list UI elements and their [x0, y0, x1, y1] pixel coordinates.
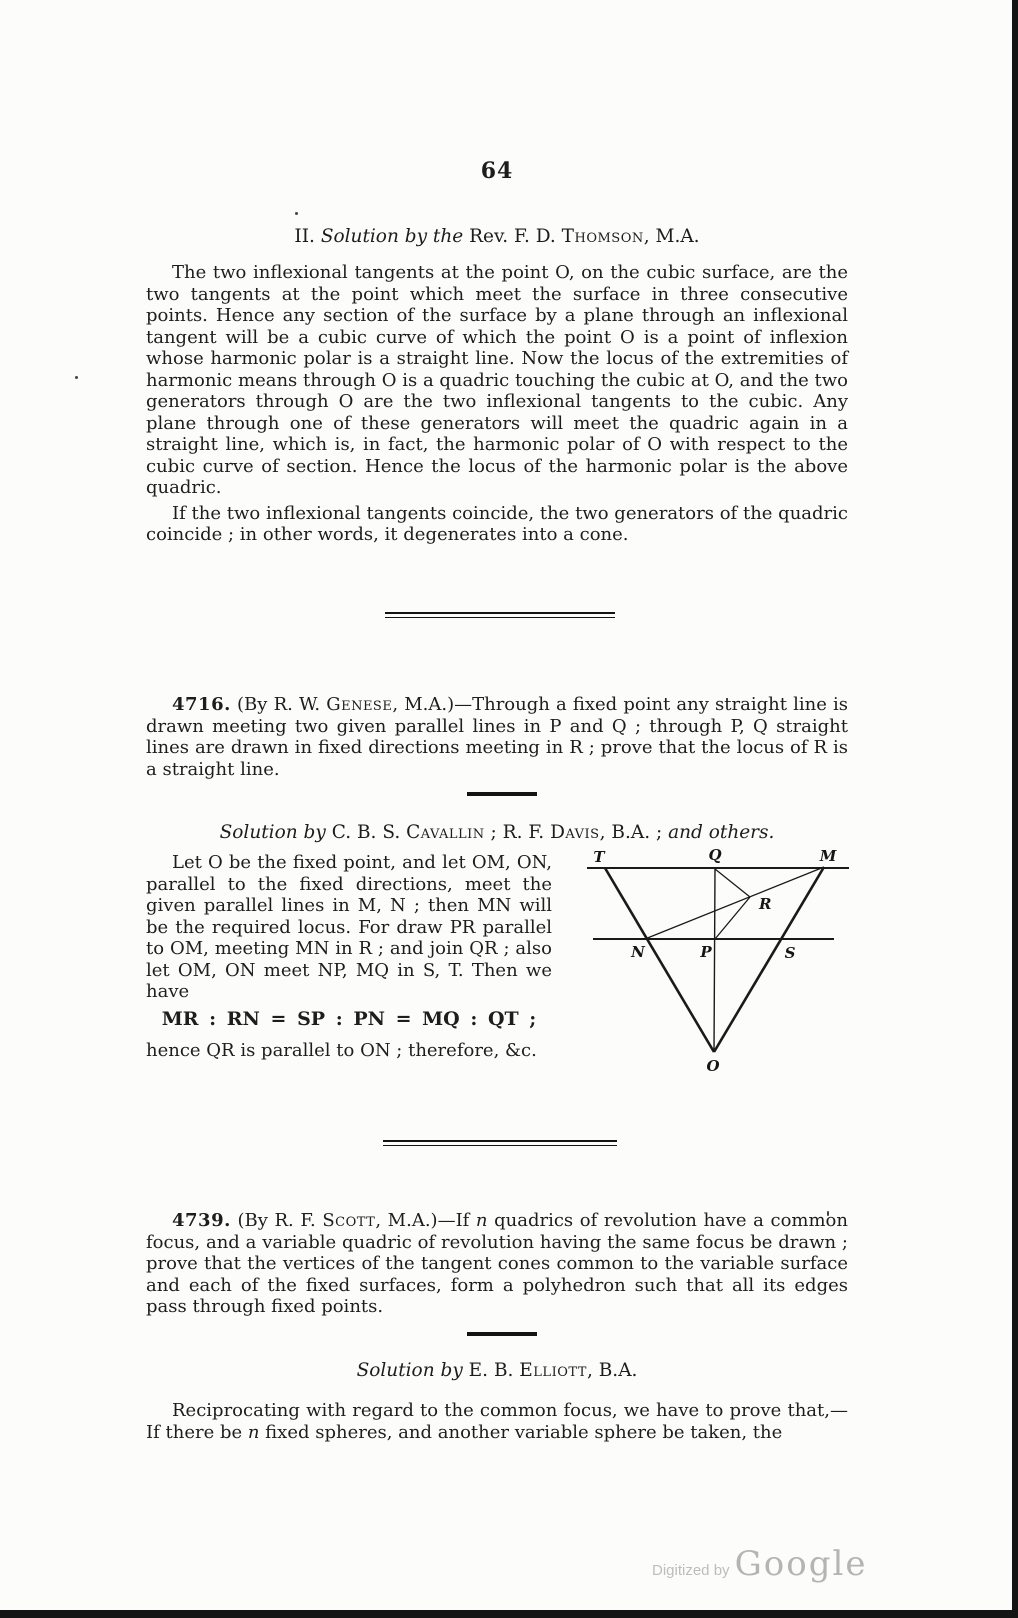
text-segment: Scott — [322, 1210, 376, 1231]
figure-line-QR — [715, 869, 750, 897]
text-segment: Davis — [550, 822, 600, 843]
text-segment: Elliott — [519, 1360, 587, 1381]
figure-label-T: T — [593, 848, 605, 866]
text-segment: Solution by — [219, 822, 332, 843]
problem-number: 4739. — [172, 1210, 231, 1231]
text-segment: n — [247, 1421, 260, 1443]
text-segment: Rev. F. D. — [469, 226, 562, 247]
text-segment: Solution by — [356, 1360, 469, 1381]
text-segment: Thomson — [561, 226, 644, 247]
text-segment: II. — [294, 226, 321, 247]
figure-line-OT — [605, 868, 714, 1052]
text-segment: Reciprocating with regard to the common focus, we have to prove that,— If there be — [146, 1400, 848, 1443]
figure-line-NM — [645, 867, 824, 939]
solution-conclusion: hence QR is parallel to ON ; therefore, &c. — [146, 1040, 537, 1061]
paragraph-degenerate-cone: If the two inflexional tangents coincide, the two generators of the quadric coincide ; in other words, it degenerates into a cone. — [146, 502, 848, 545]
paragraph-inflexional-tangents: The two inflexional tangents at the point O, on the cubic surface, are the two tangents at the point which meet the surface in three consecutive points. Hence any section of the surface by a plane through an inflexional tangent will be a cubic curve of which the point O is a point of inflexion whose harmonic polar is a straight line. Now the locus of the extremities of harmonic means through O is a quadric touching the cubic at O, and the two generators through O are the two inflexional tangents to the cubic. Any plane through one of these generators will meet the quadric again in a straight line, which is, in fact, the harmonic polar of O with respect to the cubic curve of section. Hence the locus of the harmonic polar is the above quadric. — [146, 262, 848, 498]
section-divider-double — [383, 1140, 617, 1146]
text-segment: C. B. S. — [331, 822, 407, 843]
solution-4716-body — [146, 852, 552, 1062]
figure-label-Q: Q — [708, 846, 722, 864]
scan-speck — [75, 376, 78, 379]
scan-border-bottom — [0, 1610, 1018, 1618]
geometry-figure — [566, 845, 866, 1085]
thomson-solution-text — [146, 262, 848, 546]
proportion-equation: MR : RN = SP : PN = MQ : QT ; — [161, 1007, 537, 1030]
text-segment: ; R. F. — [484, 822, 551, 843]
text-segment: fixed spheres, and another variable sphere be taken, the — [259, 1421, 783, 1443]
text-segment: and others. — [668, 822, 775, 843]
scan-speck — [295, 212, 298, 215]
scan-border-right — [1012, 0, 1018, 1618]
google-logo: Google — [734, 1544, 868, 1584]
solution-heading-elliott — [146, 1360, 848, 1381]
watermark-prefix: Digitized by — [652, 1562, 730, 1579]
google-watermark — [652, 1544, 868, 1584]
text-segment: (By R. W. — [230, 694, 327, 715]
text-segment: Cavallin — [406, 822, 485, 843]
problem-statement — [146, 694, 848, 780]
text-segment: (By R. F. — [230, 1210, 323, 1231]
text-segment: quadrics of revolution have a common focus, and a variable quadric of revolution having the same focus be drawn ; prove that the vertices of the tangent cones common to the variable surface and each of the fixed surfaces, form a polyhedron such that all its edges pass through fixed points. — [146, 1210, 848, 1317]
text-segment: E. B. — [468, 1360, 520, 1381]
problem-4716 — [146, 694, 848, 780]
text-segment: , M.A.)—Through a fixed point any straight line is drawn meeting two given parallel lines in P and Q ; through P, Q straight lines are drawn in fixed directions meeting in R ; prove that the locus of R is a straight line. — [146, 694, 848, 780]
text-segment: Solution by the — [320, 226, 470, 247]
text-segment: n — [475, 1210, 488, 1231]
page-number: 64 — [480, 158, 514, 184]
figure-label-N: N — [631, 943, 645, 961]
text-segment: , B.A. — [586, 1360, 638, 1381]
solution-paragraph: Let O be the fixed point, and let OM, ON, parallel to the fixed directions, meet the given parallel lines in M, N ; then MN will be the required locus. For draw PR parallel to OM, meeting MN in R ; and join QR ; also let OM, ON meet NP, MQ in S, T. Then we have — [146, 852, 552, 1002]
section-divider-double — [385, 612, 615, 618]
solution-4739-body — [146, 1400, 848, 1443]
solution-divider-short — [467, 1332, 537, 1336]
text-segment: Genese — [326, 694, 393, 715]
figure-label-R: R — [759, 895, 772, 913]
figure-label-P: P — [700, 943, 712, 961]
solution-heading-cavallin — [146, 822, 848, 843]
figure-line-OQ — [714, 869, 715, 1052]
figure-label-M: M — [819, 847, 837, 865]
problem-statement — [146, 1210, 848, 1317]
solution-heading-thomson — [146, 226, 848, 247]
figure-label-S: S — [784, 944, 796, 962]
text-segment: , M.A.)—If — [375, 1210, 476, 1231]
problem-4739 — [146, 1210, 848, 1318]
solution-divider-short — [467, 792, 537, 796]
figure-svg — [566, 845, 866, 1085]
problem-number: 4716. — [172, 694, 231, 715]
text-segment: , B.A. ; — [599, 822, 669, 843]
figure-label-O: O — [706, 1057, 720, 1075]
text-segment: , M.A. — [643, 226, 700, 247]
